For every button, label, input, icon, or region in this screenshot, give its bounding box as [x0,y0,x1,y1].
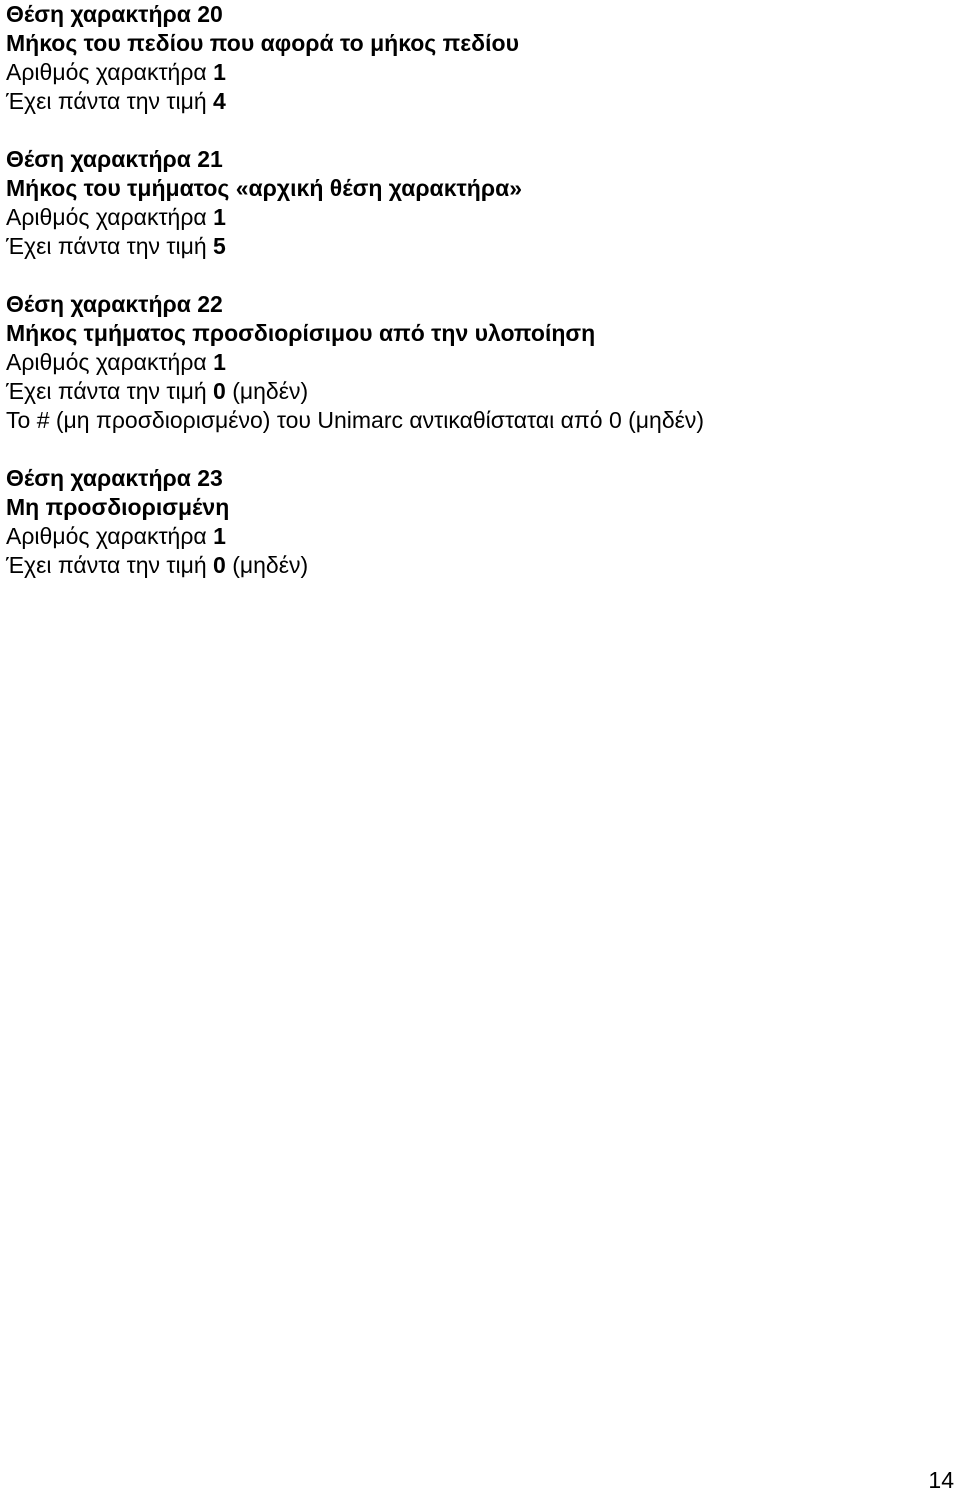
character-count-value: 1 [213,59,226,85]
section-position-20 [6,0,946,116]
character-count-value: 1 [213,204,226,230]
fixed-value-suffix: (μηδέν) [232,378,309,404]
character-count-line [6,58,946,87]
section-position-23 [6,464,946,580]
character-count-line [6,348,946,377]
fixed-value-line [6,87,946,116]
section-position-22 [6,290,946,435]
section-title: Μήκος του τμήματος «αρχική θέση χαρακτήρα» [6,175,522,201]
character-count-label: Αριθμός χαρακτήρα [6,59,207,85]
character-count-label: Αριθμός χαρακτήρα [6,349,207,375]
character-count-label: Αριθμός χαρακτήρα [6,523,207,549]
fixed-value-line [6,377,946,406]
fixed-value-label: Έχει πάντα την τιμή [6,378,207,404]
section-heading: Θέση χαρακτήρα 21 [6,146,223,172]
fixed-value-line [6,232,946,261]
section-note: Το # (μη προσδιορισμένο) του Unimarc αντικαθίσταται από 0 (μηδέν) [6,407,705,433]
fixed-value: 0 [213,378,226,404]
character-count-line [6,203,946,232]
section-heading: Θέση χαρακτήρα 20 [6,1,223,27]
character-count-line [6,522,946,551]
character-count-value: 1 [213,523,226,549]
fixed-value: 0 [213,552,226,578]
document-page [6,0,946,609]
section-title: Μη προσδιορισμένη [6,494,230,520]
fixed-value-label: Έχει πάντα την τιμή [6,552,207,578]
section-title: Μήκος τμήματος προσδιορίσιμου από την υλοποίηση [6,320,596,346]
section-position-21 [6,145,946,261]
section-title: Μήκος του πεδίου που αφορά το μήκος πεδίου [6,30,519,56]
section-heading: Θέση χαρακτήρα 22 [6,291,223,317]
fixed-value: 5 [213,233,226,259]
fixed-value-suffix: (μηδέν) [232,552,309,578]
character-count-label: Αριθμός χαρακτήρα [6,204,207,230]
fixed-value-line [6,551,946,580]
character-count-value: 1 [213,349,226,375]
fixed-value-label: Έχει πάντα την τιμή [6,233,207,259]
fixed-value-label: Έχει πάντα την τιμή [6,88,207,114]
page-number: 14 [928,1467,954,1493]
section-heading: Θέση χαρακτήρα 23 [6,465,223,491]
fixed-value: 4 [213,88,226,114]
